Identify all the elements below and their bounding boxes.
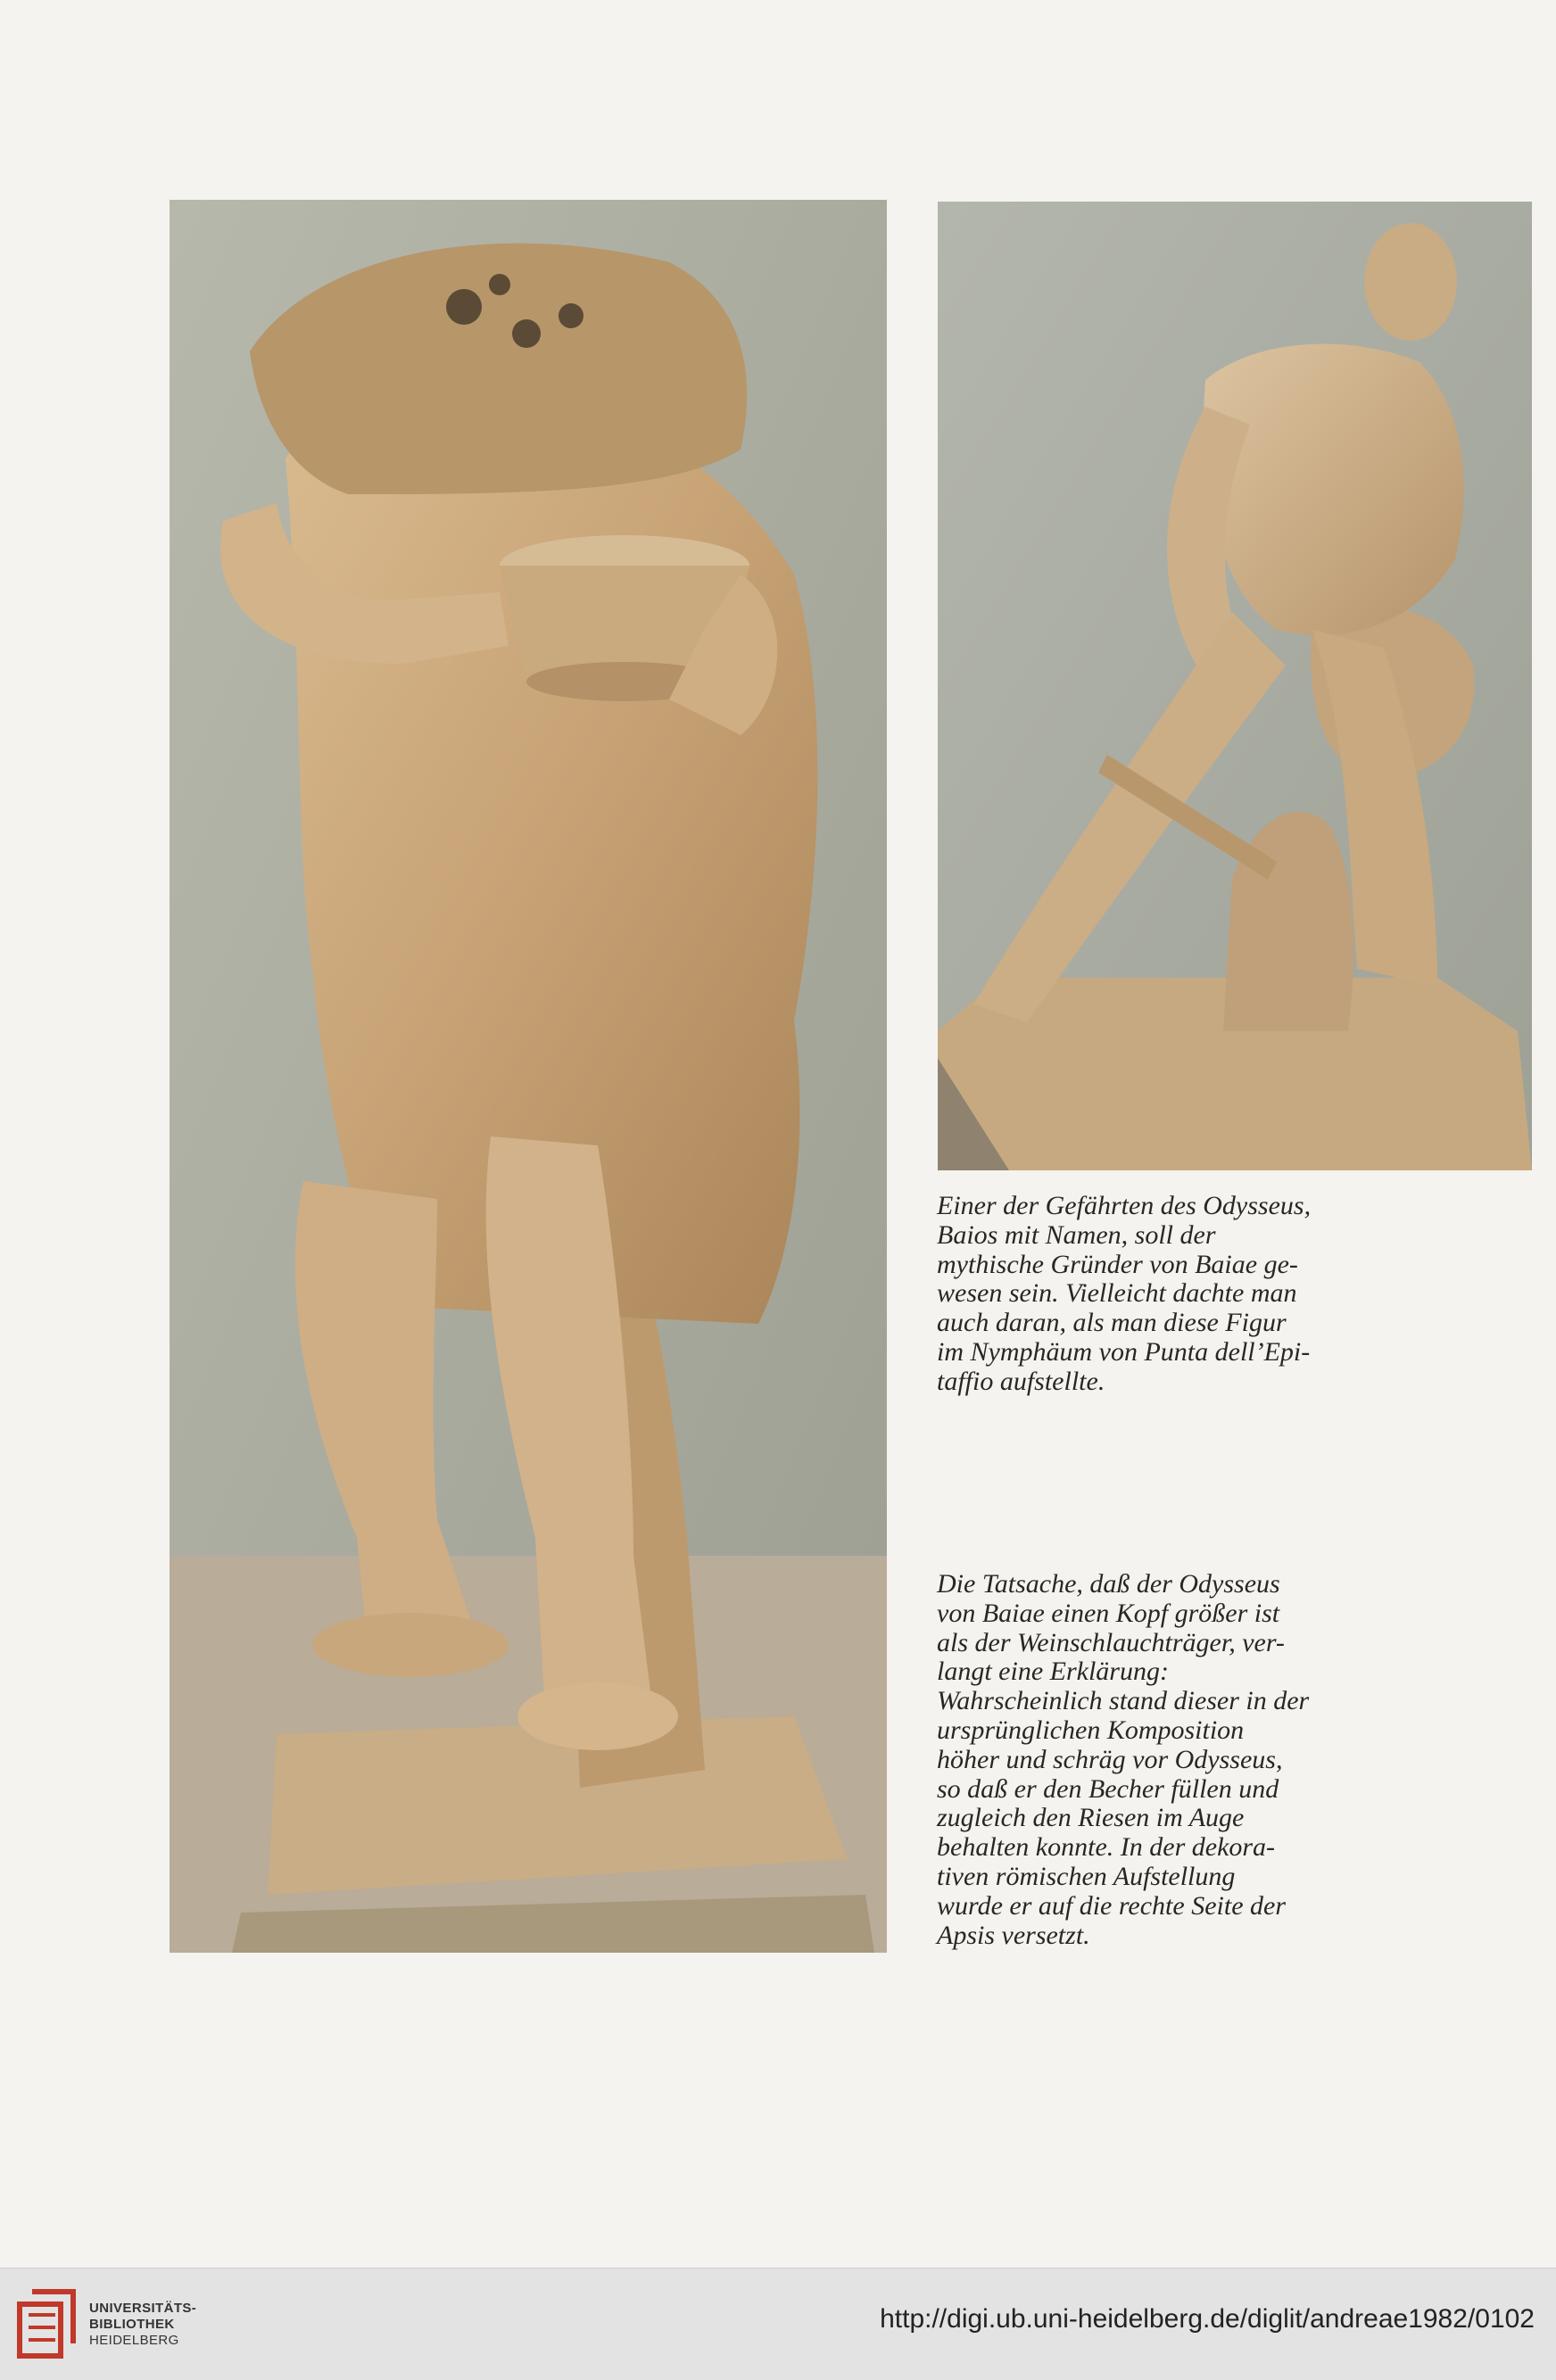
library-name-line-2: BIBLIOTHEK <box>89 2317 175 2332</box>
caption-baios: Einer der Gefährten des Odysseus, Baios mit Namen, soll der mythische Gründer von Baiae ge- wesen sein. Vielleicht dachte man auch daran, als man diese Figur im Nymphäum von Punta dell’Epi- taffio aufstellte. <box>937 1191 1312 1396</box>
photo-statue-wine-bearer <box>170 200 887 1953</box>
library-name-line-1: UNIVERSITÄTS- <box>89 2301 197 2316</box>
photo-statue-baios <box>938 202 1532 1170</box>
library-name-line-3: HEIDELBERG <box>89 2333 179 2348</box>
caption-odysseus-comparison: Die Tatsache, daß der Odysseus von Baiae einen Kopf größer ist als der Weinschlauchträger, ver- langt eine Erklärung: Wahrscheinlich stand dieser in der ursprünglichen Komposition höher und schräg vor Odysseus, so daß er den Becher füllen und zugleich den Riesen im Auge behalten konnte. In der dekora- tiven römischen Aufstellung wurde er auf die rechte Seite der Apsis versetzt. <box>937 1569 1310 1950</box>
permalink-url[interactable]: http://digi.ub.uni-heidelberg.de/diglit/andreae1982/0102 <box>880 2304 1535 2334</box>
library-name <box>89 2301 196 2349</box>
ub-heidelberg-logo-icon <box>16 2288 79 2363</box>
statue-wine-bearer-image <box>170 200 887 1953</box>
library-footer <box>0 2268 1556 2380</box>
statue-baios-image <box>938 202 1532 1170</box>
